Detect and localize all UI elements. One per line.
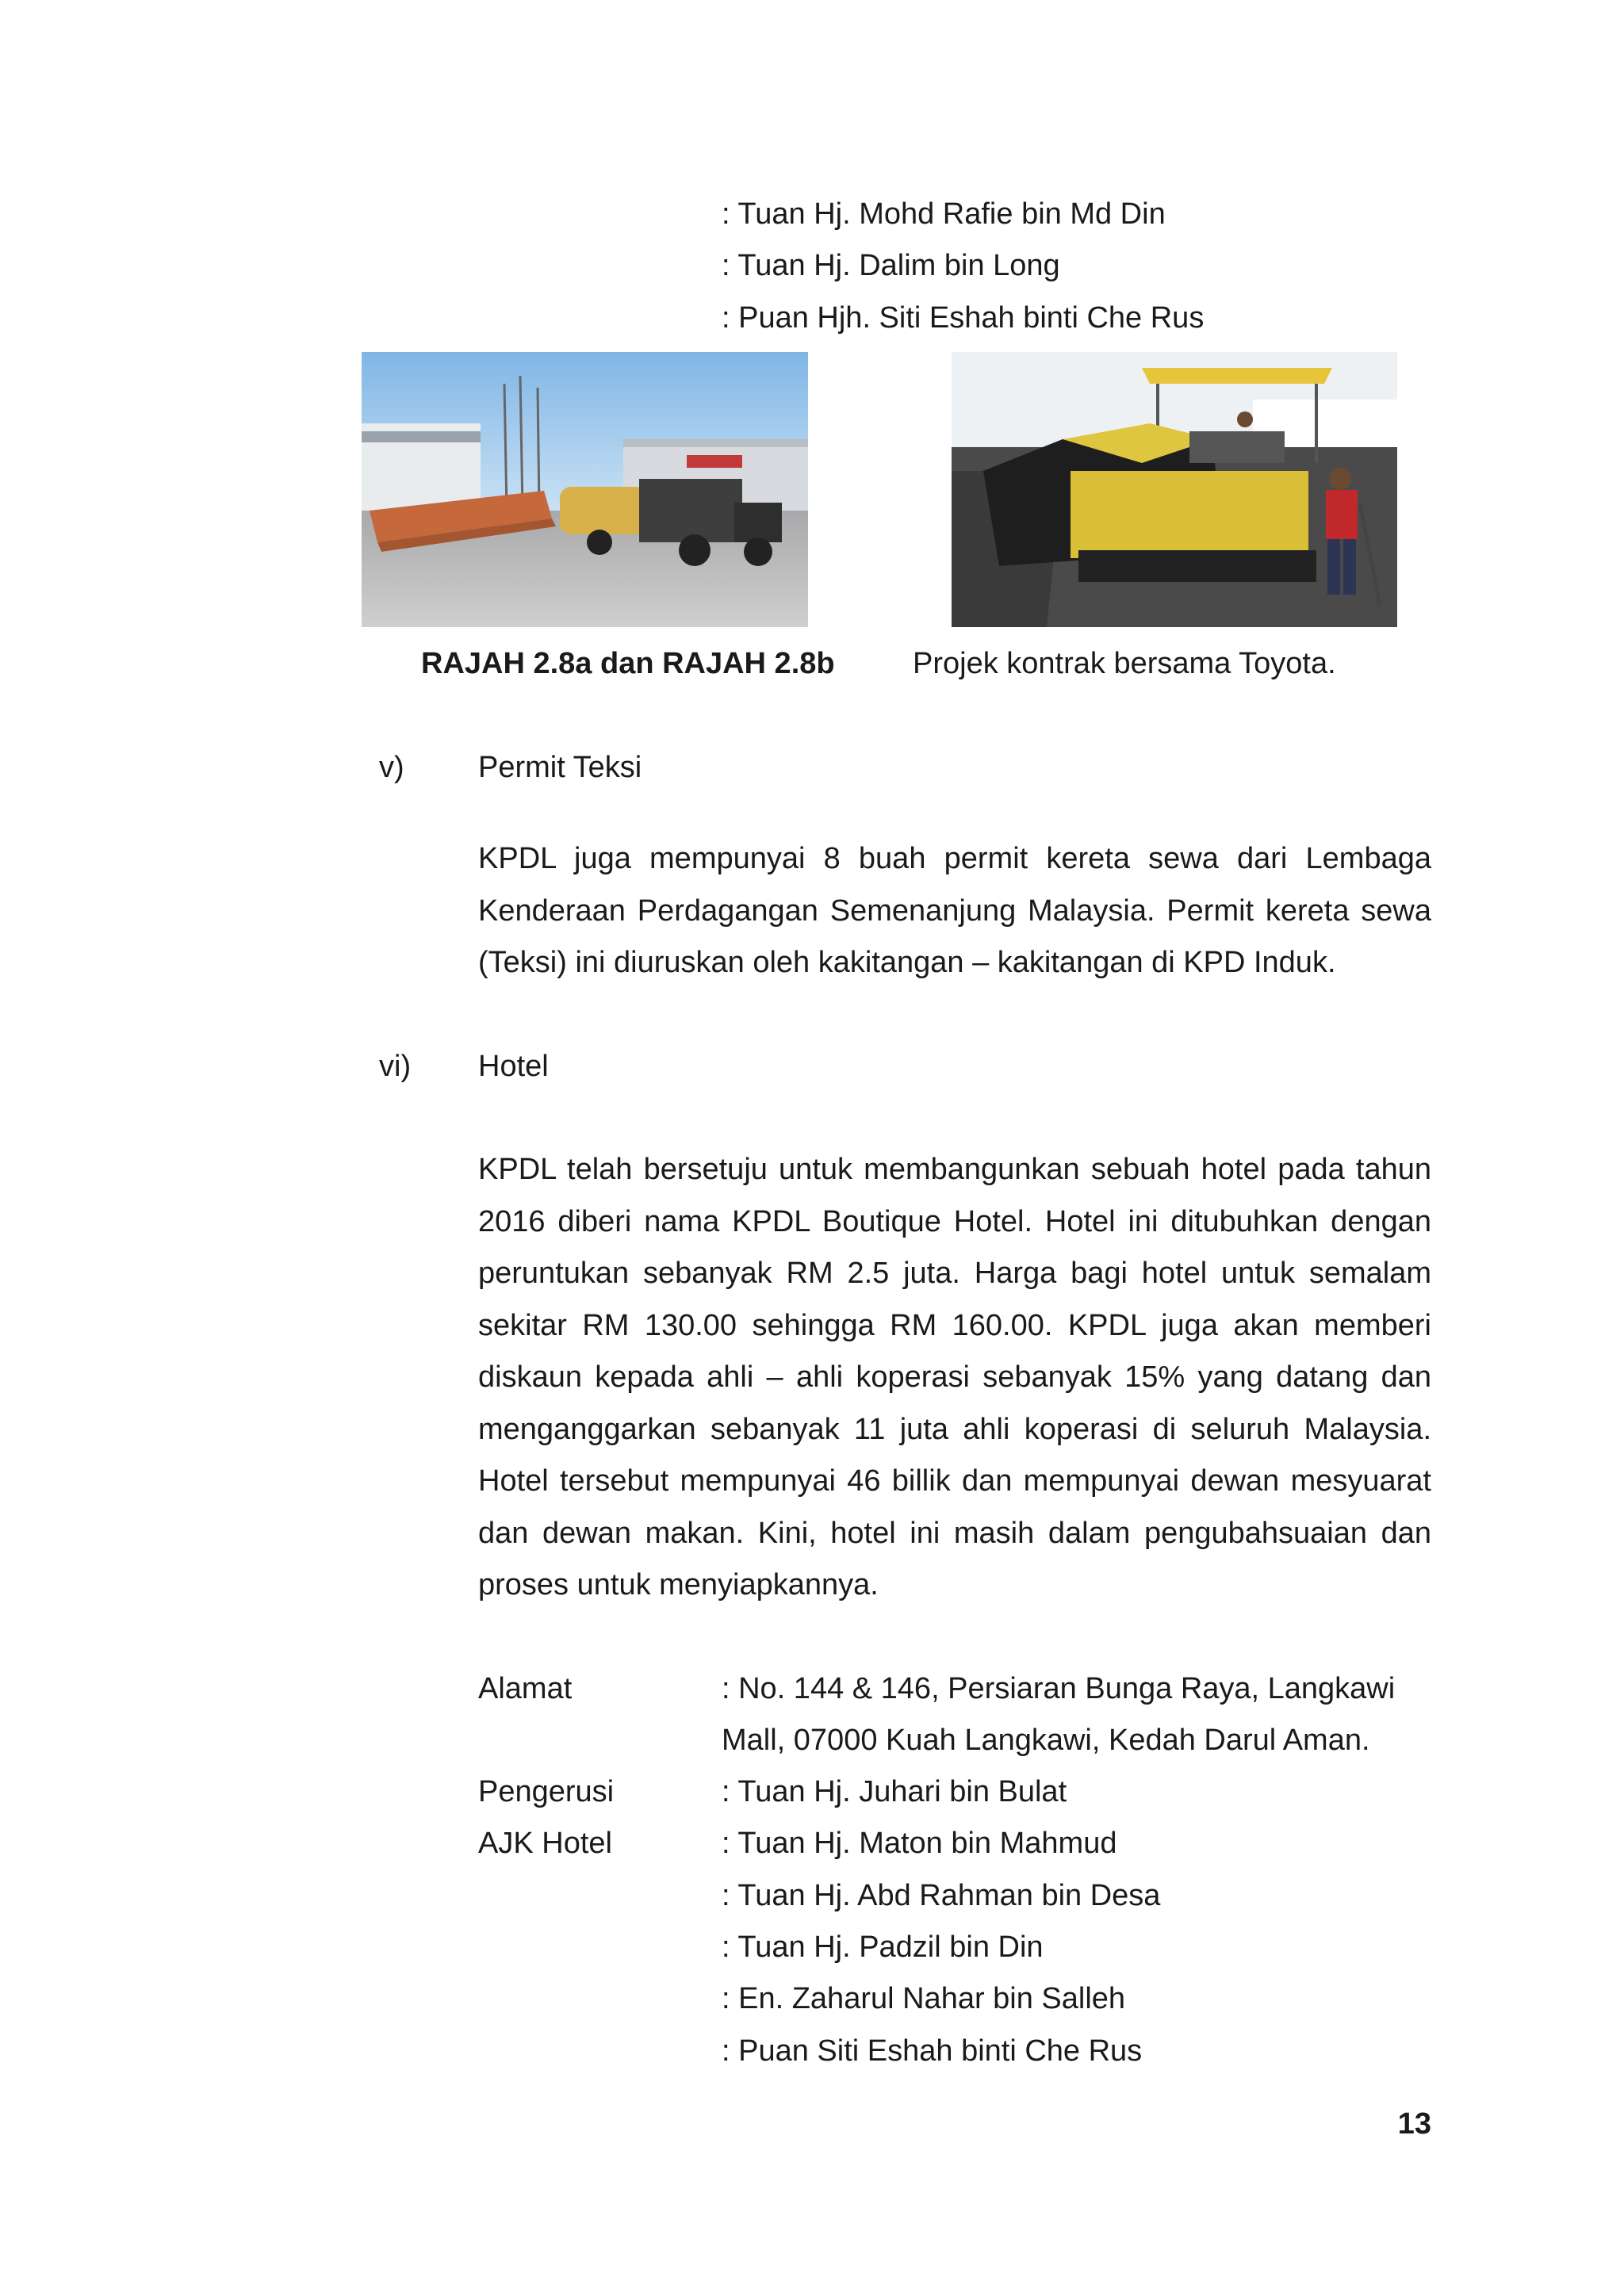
ajk-member: : En. Zaharul Nahar bin Salleh — [722, 1982, 1126, 2015]
section-vi-heading: Hotel — [478, 1050, 549, 1083]
page-number: 13 — [1397, 2107, 1431, 2141]
top-list-item: : Puan Hjh. Siti Eshah binti Che Rus — [722, 301, 1205, 335]
section-vi-paragraph: KPDL telah bersetuju untuk membangunkan sebuah hotel pada tahun 2016 diberi nama KPDL Boutique Hotel. Hotel ini ditubuhkan dengan peruntukan sebanyak RM 2.5 juta. Harga bagi hotel untuk semalam sekitar RM 130.00 sehingga RM 160.00. KPDL juga akan memberi diskaun kepada ahli – ahli koperasi sebanyak 15% yang datang dan menganggarkan sebanyak 11 juta ahli koperasi di seluruh Malaysia. Hotel tersebut mempunyai 46 billik dan mempunyai dewan mesyuarat dan dewan makan. Kini, hotel ini masih dalam pengubahsuaian dan proses untuk menyiapkannya. — [478, 1153, 1431, 1601]
ajk-member: : Puan Siti Eshah binti Che Rus — [722, 2034, 1143, 2068]
pengerusi-value: : Tuan Hj. Juhari bin Bulat — [722, 1775, 1067, 1808]
section-v-number: v) — [379, 751, 404, 784]
top-list-item: : Tuan Hj. Dalim bin Long — [722, 249, 1060, 282]
figure-label: RAJAH 2.8a dan RAJAH 2.8b — [421, 647, 835, 680]
ajk-hotel-label: AJK Hotel — [478, 1827, 612, 1860]
ajk-member: : Tuan Hj. Maton bin Mahmud — [722, 1827, 1117, 1860]
ajk-member: : Tuan Hj. Abd Rahman bin Desa — [722, 1879, 1161, 1912]
figure-2-8b-photo — [952, 352, 1397, 627]
ajk-member: : Tuan Hj. Padzil bin Din — [722, 1931, 1044, 1964]
top-list-item: : Tuan Hj. Mohd Rafie bin Md Din — [722, 197, 1166, 231]
figure-caption: Projek kontrak bersama Toyota. — [913, 647, 1336, 680]
section-v-paragraph: KPDL juga mempunyai 8 buah permit kereta sewa dari Lembaga Kenderaan Perdagangan Semenanjung Malaysia. Permit kereta sewa (Teksi) ini diuruskan oleh kakitangan – kakitangan di KPD Induk. — [478, 842, 1431, 979]
section-v-heading: Permit Teksi — [478, 751, 642, 784]
section-vi-number: vi) — [379, 1050, 412, 1083]
alamat-label: Alamat — [478, 1672, 573, 1705]
alamat-value-line2: Mall, 07000 Kuah Langkawi, Kedah Darul Aman. — [722, 1724, 1370, 1757]
alamat-value-line1: : No. 144 & 146, Persiaran Bunga Raya, Langkawi — [722, 1672, 1396, 1705]
figure-2-8a-photo — [362, 352, 808, 627]
pengerusi-label: Pengerusi — [478, 1775, 615, 1808]
